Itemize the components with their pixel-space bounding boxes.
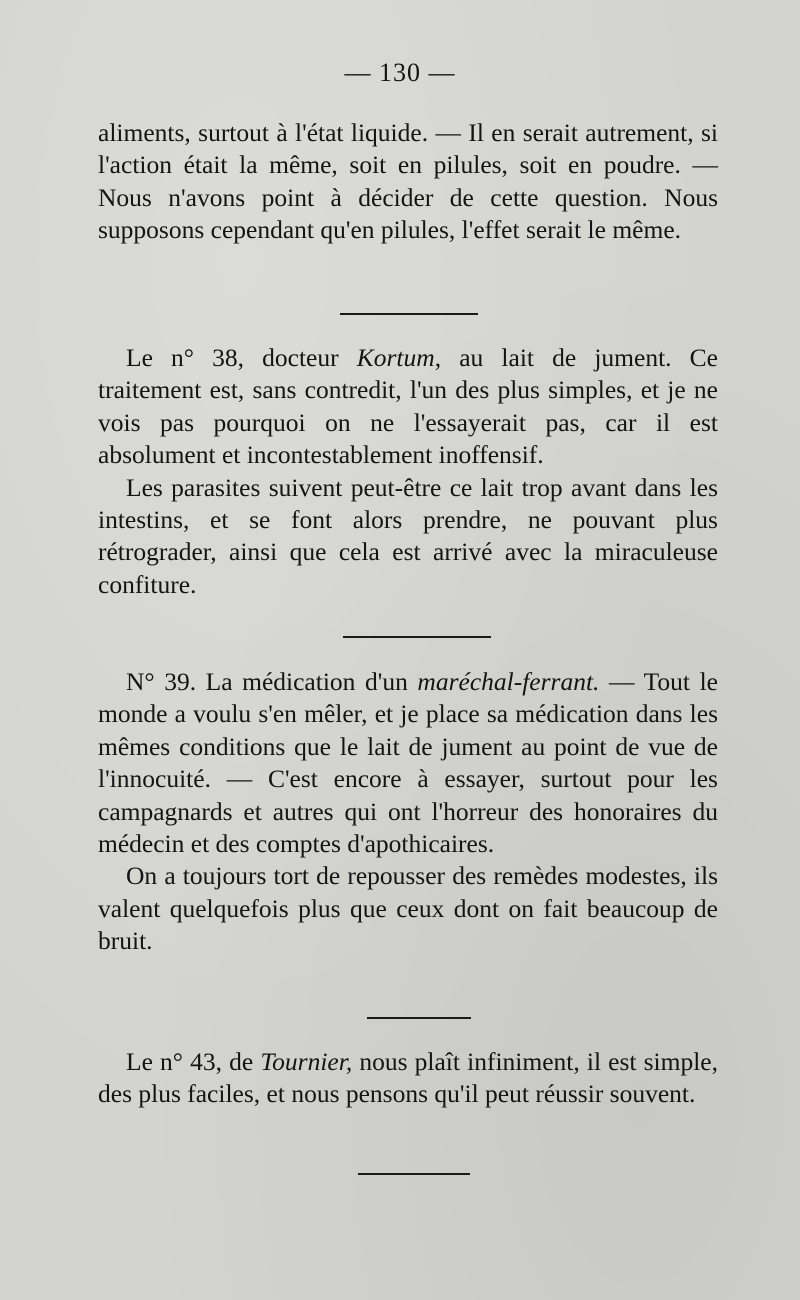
section-39-name: maréchal-ferrant. [417,667,600,696]
section-divider [343,636,491,638]
paragraph-continuation [98,117,718,247]
section-38-paragraph-2: Les parasites suivent peut-être ce lait trop avant dans les intestins, et se font alors prendre, ne pouvant plus rétrograder, ainsi que cela est arrivé avec la miraculeuse confiture. [98,472,718,599]
section-38-name: Kortum [356,343,435,372]
section-39 [98,666,718,958]
section-43-name: Tournier, [260,1047,353,1076]
section-43-lead: Le n° 43, de [126,1047,261,1076]
section-43-paragraph-1 [98,1046,718,1111]
continuation-text: aliments, surtout à l'état liquide. — Il en serait autrement, si l'action était la même, soit en pilules, soit en poudre. — Nous n'avons point à décider de cette question. Nous supposons cependant qu'en pilules, l'effet serait le même. [98,118,718,245]
page-number: — 130 — [344,58,456,87]
section-38-lead: Le n° 38, docteur [126,343,357,372]
section-38-paragraph-1 [98,342,718,472]
section-divider [340,313,478,315]
section-43 [98,1046,718,1111]
section-divider [358,1173,470,1175]
section-39-lead: N° 39. La médication d'un [126,667,418,696]
section-38-rest: , au lait de jument. Ce traitement est, sans contredit, l'un des plus simples, et je ne vois pas pourquoi on ne l'essayerait pas, car il est absolument et incontestablement inoffensif. [98,343,718,470]
section-39-paragraph-2: On a toujours tort de repousser des remèdes modestes, ils valent quelquefois plus que ceux dont on fait beaucoup de bruit. [98,861,718,956]
section-38 [98,342,718,601]
section-39-paragraph-1 [98,666,718,860]
section-39-rest: — Tout le monde a voulu s'en mêler, et je place sa médication dans les mêmes conditions que le lait de jument au point de vue de l'innocuité. — C'est encore à essayer, surtout pour les campagnards et autres qui ont l'horreur des honoraires du médecin et des comptes d'apothicaires. [98,667,718,859]
section-43-rest: nous plaît infiniment, il est simple, des plus faciles, et nous pensons qu'il peut réussir souvent. [98,1047,718,1109]
section-divider [367,1017,471,1019]
